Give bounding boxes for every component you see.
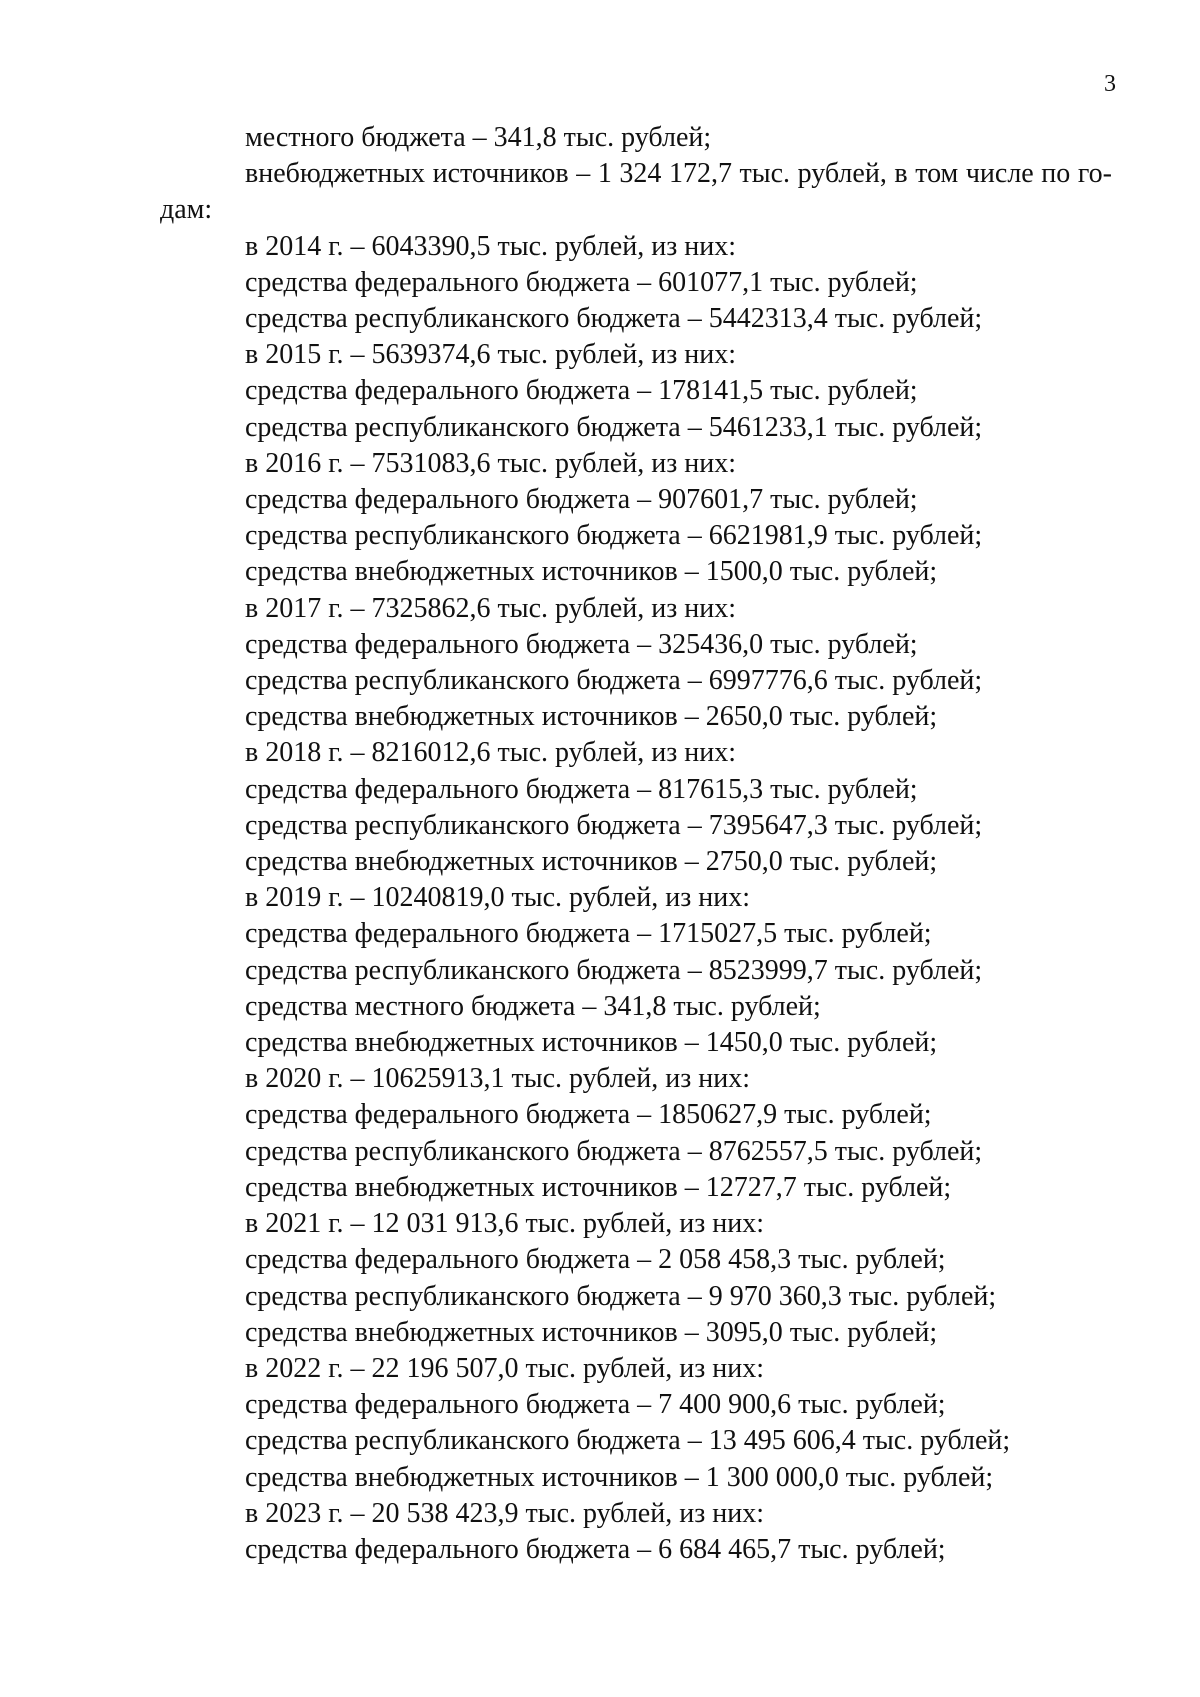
page-number: 3: [1104, 71, 1116, 97]
text-line: средства федерального бюджета – 178141,5 тыс. рублей;: [245, 375, 918, 407]
text-line: средства федерального бюджета – 6 684 465,7 тыс. рублей;: [245, 1533, 946, 1565]
text-line: средства республиканского бюджета – 5461233,1 тыс. рублей;: [245, 411, 983, 443]
text-line: средства республиканского бюджета – 7395647,3 тыс. рублей;: [245, 809, 983, 841]
text-line: в 2020 г. – 10625913,1 тыс. рублей, из них:: [245, 1063, 751, 1095]
text-line: средства республиканского бюджета – 5442313,4 тыс. рублей;: [245, 303, 983, 335]
text-line: в 2022 г. – 22 196 507,0 тыс. рублей, из них:: [245, 1352, 765, 1384]
text-line: в 2015 г. – 5639374,6 тыс. рублей, из них:: [245, 339, 737, 371]
text-line: средства федерального бюджета – 907601,7 тыс. рублей;: [245, 484, 918, 516]
text-line: средства внебюджетных источников – 2750,0 тыс. рублей;: [245, 846, 938, 878]
text-line: средства республиканского бюджета – 8762557,5 тыс. рублей;: [245, 1135, 983, 1167]
text-line: средства федерального бюджета – 601077,1 тыс. рублей;: [245, 266, 918, 298]
text-line: внебюджетных источников – 1 324 172,7 тыс. рублей, в том числе по го-: [245, 158, 1112, 190]
text-line: в 2016 г. – 7531083,6 тыс. рублей, из них:: [245, 447, 737, 479]
text-line: средства федерального бюджета – 2 058 458,3 тыс. рублей;: [245, 1244, 946, 1276]
text-line: местного бюджета – 341,8 тыс. рублей;: [245, 122, 712, 153]
text-line: средства внебюджетных источников – 3095,0 тыс. рублей;: [245, 1316, 938, 1348]
text-line: средства федерального бюджета – 1715027,5 тыс. рублей;: [245, 918, 932, 950]
text-line: средства внебюджетных источников – 1 300 000,0 тыс. рублей;: [245, 1461, 994, 1493]
text-line: средства республиканского бюджета – 13 495 606,4 тыс. рублей;: [245, 1425, 1011, 1457]
text-line: средства местного бюджета – 341,8 тыс. рублей;: [245, 990, 821, 1022]
text-line: средства республиканского бюджета – 9 970 360,3 тыс. рублей;: [245, 1280, 997, 1312]
text-line: в 2018 г. – 8216012,6 тыс. рублей, из них:: [245, 737, 737, 769]
text-line: средства федерального бюджета – 325436,0 тыс. рублей;: [245, 628, 918, 660]
text-line: дам:: [160, 194, 213, 226]
text-line: средства республиканского бюджета – 8523999,7 тыс. рублей;: [245, 954, 983, 986]
text-line: средства внебюджетных источников – 1500,0 тыс. рублей;: [245, 556, 938, 588]
text-line: в 2017 г. – 7325862,6 тыс. рублей, из них:: [245, 592, 737, 624]
text-line: средства федерального бюджета – 7 400 900,6 тыс. рублей;: [245, 1389, 946, 1421]
document-body: [160, 120, 1120, 1568]
text-line: средства республиканского бюджета – 6621981,9 тыс. рублей;: [245, 520, 983, 552]
text-line: в 2023 г. – 20 538 423,9 тыс. рублей, из них:: [245, 1497, 765, 1529]
text-line: в 2014 г. – 6043390,5 тыс. рублей, из них:: [245, 230, 737, 262]
text-line: в 2019 г. – 10240819,0 тыс. рублей, из них:: [245, 882, 751, 914]
text-line: средства внебюджетных источников – 2650,0 тыс. рублей;: [245, 701, 938, 733]
text-line: средства федерального бюджета – 817615,3 тыс. рублей;: [245, 773, 918, 805]
text-line: средства внебюджетных источников – 1450,0 тыс. рублей;: [245, 1027, 938, 1059]
text-line: средства федерального бюджета – 1850627,9 тыс. рублей;: [245, 1099, 932, 1131]
text-line: средства республиканского бюджета – 6997776,6 тыс. рублей;: [245, 665, 983, 697]
text-line: в 2021 г. – 12 031 913,6 тыс. рублей, из них:: [245, 1208, 765, 1240]
text-line: средства внебюджетных источников – 12727,7 тыс. рублей;: [245, 1171, 952, 1203]
